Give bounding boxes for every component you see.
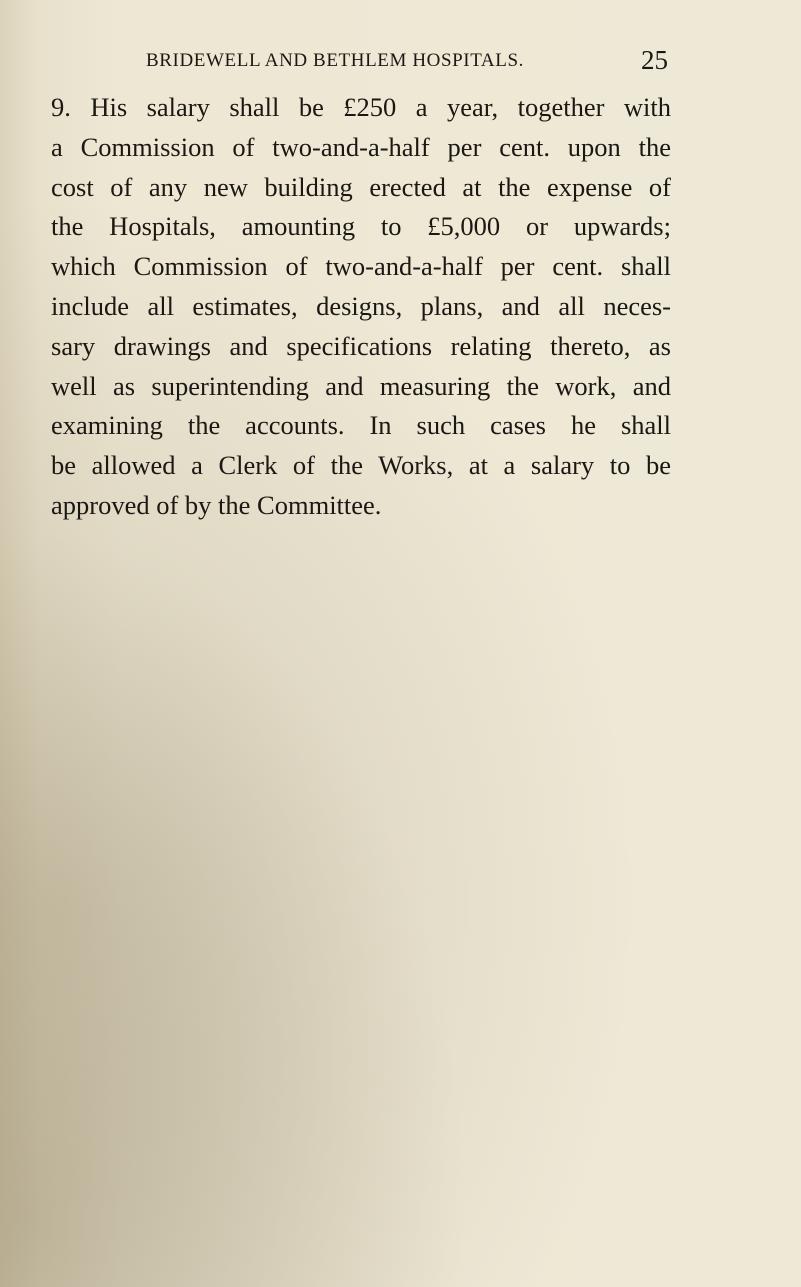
page-number: 25 (641, 45, 668, 75)
text-line: the Hospitals, amounting to £5,000 or upwards; (51, 211, 671, 242)
text-line: approved of by the Committee. (51, 489, 382, 520)
text-line: well as superintending and measuring the work, and (51, 370, 671, 401)
text-line: sary drawings and specifications relating thereto, as (51, 330, 671, 361)
running-title: BRIDEWELL AND BETHLEM HOSPITALS. (146, 50, 524, 71)
text-line: examining the accounts. In such cases he shall (51, 410, 671, 441)
text-line: which Commission of two-and-a-half per cent. shall (51, 251, 671, 282)
text-line: include all estimates, designs, plans, and all neces- (51, 290, 671, 321)
text-line: a Commission of two-and-a-half per cent. upon the (51, 131, 671, 162)
running-head (146, 45, 668, 80)
text-line: be allowed a Clerk of the Works, at a salary to be (51, 450, 671, 481)
paragraph-9 (51, 88, 671, 526)
text-line: cost of any new building erected at the expense of (51, 171, 671, 202)
text-line: 9. His salary shall be £250 a year, together with (51, 92, 671, 122)
